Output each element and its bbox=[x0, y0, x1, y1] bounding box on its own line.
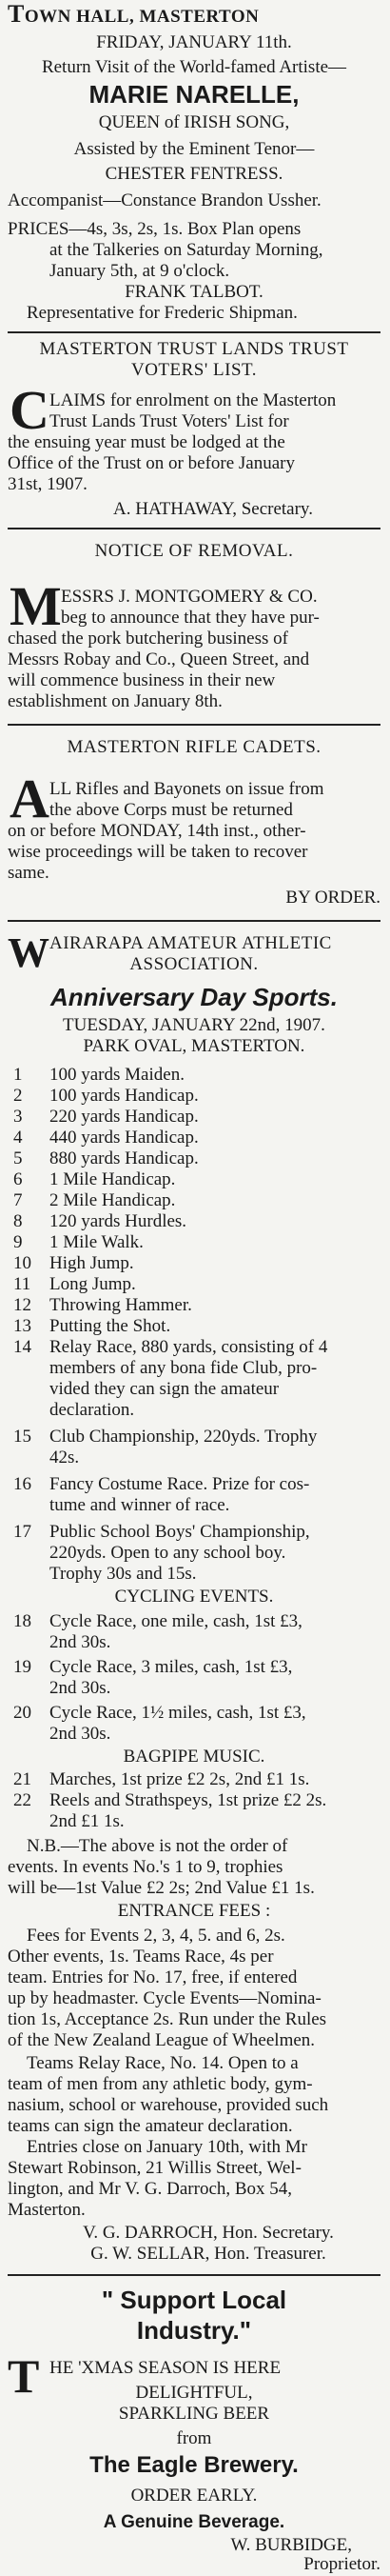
nb-line: will be—1st Value £2 2s; 2nd Value £1 1s. bbox=[8, 1878, 315, 1898]
delightful: DELIGHTFUL, bbox=[135, 2383, 253, 2403]
removal-line: Messrs Robay and Co., Queen Street, and bbox=[8, 649, 310, 669]
divider bbox=[8, 920, 380, 922]
divider bbox=[8, 2274, 380, 2276]
trust-signature: A. HATHAWAY, Secretary. bbox=[113, 499, 313, 519]
event-item: 5 880 yards Handicap. bbox=[13, 1148, 199, 1168]
rifle-order: BY ORDER. bbox=[285, 888, 380, 908]
rifle-line: wise proceedings will be taken to recover bbox=[8, 842, 308, 862]
event-school: 17 Public School Boys' Championship, bbox=[13, 1522, 310, 1542]
xmas-season: HE 'XMAS SEASON IS HERE bbox=[49, 2358, 282, 2378]
event-reels: 2nd £1 1s. bbox=[49, 1811, 125, 1831]
event-relay: members of any bona fide Club, pro- bbox=[49, 1358, 318, 1378]
event-relay: 14 Relay Race, 880 yards, consisting of 4 bbox=[13, 1337, 328, 1357]
fees-line: Other events, 1s. Teams Race, 4s per bbox=[8, 1947, 274, 1967]
order-early: ORDER EARLY. bbox=[130, 2486, 258, 2506]
trust-subtitle: VOTERS' LIST. bbox=[130, 360, 257, 380]
event-marches: 21 Marches, 1st prize £2 2s, 2nd £1 1s. bbox=[13, 1769, 310, 1789]
event-item: 3 220 yards Handicap. bbox=[13, 1107, 199, 1127]
event-item: 11 Long Jump. bbox=[13, 1274, 136, 1294]
sports-date: TUESDAY, JANUARY 22nd, 1907. bbox=[63, 1015, 325, 1035]
rifle-title: MASTERTON RIFLE CADETS. bbox=[67, 737, 322, 757]
removal-line: establishment on January 8th. bbox=[8, 691, 223, 711]
rifle-line: on or before MONDAY, 14th inst., other- bbox=[8, 821, 306, 841]
hon-treasurer: G. W. SELLAR, Hon. Treasurer. bbox=[90, 2244, 326, 2264]
manager-name: FRANK TALBOT. bbox=[125, 282, 263, 302]
divider bbox=[8, 331, 380, 333]
event-item: 8 120 yards Hurdles. bbox=[13, 1211, 187, 1231]
event-club: 42s. bbox=[49, 1448, 80, 1468]
cycling-heading: CYCLING EVENTS. bbox=[114, 1587, 274, 1607]
entrance-heading: ENTRANCE FEES : bbox=[117, 1901, 271, 1921]
fees-line: Fees for Events 2, 3, 4, 5. and 6, 2s. bbox=[27, 1926, 285, 1946]
support-line: " Support Local bbox=[101, 2286, 287, 2314]
event-club: 15 Club Championship, 220yds. Trophy bbox=[13, 1427, 318, 1447]
divider bbox=[8, 724, 380, 726]
event-cycle: 20 Cycle Race, 1½ miles, cash, 1st £3, bbox=[13, 1703, 306, 1723]
event-item: 10 High Jump. bbox=[13, 1253, 134, 1273]
drop-cap: M bbox=[10, 575, 62, 637]
athletic-title: AIRARAPA AMATEUR ATHLETIC bbox=[49, 933, 332, 953]
trust-line: Office of the Trust on or before January bbox=[8, 453, 295, 473]
removal-line: will commence business in their new bbox=[8, 670, 276, 690]
fees-line: Entries close on January 10th, with Mr bbox=[27, 2137, 307, 2157]
event-cycle: 2nd 30s. bbox=[49, 1632, 111, 1652]
fees-line: lington, and Mr V. G. Darroch, Box 54, bbox=[8, 2179, 293, 2199]
return-visit: Return Visit of the World-famed Artiste— bbox=[41, 57, 347, 77]
event-relay: declaration. bbox=[49, 1400, 135, 1420]
genuine-beverage: A Genuine Beverage. bbox=[103, 2512, 285, 2532]
removal-line: ESSRS J. MONTGOMERY & CO. bbox=[61, 587, 318, 607]
event-cycle: 2nd 30s. bbox=[49, 1678, 111, 1698]
removal-title: NOTICE OF REMOVAL. bbox=[94, 541, 294, 561]
event-cycle: 18 Cycle Race, one mile, cash, 1st £3, bbox=[13, 1611, 302, 1631]
nb-line: events. In events No.'s 1 to 9, trophies bbox=[8, 1857, 283, 1877]
rifle-line: same. bbox=[8, 863, 49, 883]
event-cycle: 2nd 30s. bbox=[49, 1724, 111, 1744]
prices-line: January 5th, at 9 o'clock. bbox=[49, 261, 230, 281]
event-item: 1 100 yards Maiden. bbox=[13, 1065, 185, 1085]
event-item: 9 1 Mile Walk. bbox=[13, 1232, 144, 1252]
drop-cap: T bbox=[8, 2349, 40, 2403]
event-reels: 22 Reels and Strathspeys, 1st prize £2 2s. bbox=[13, 1790, 327, 1810]
fees-line: Masterton. bbox=[8, 2200, 86, 2220]
assisted-by: Assisted by the Eminent Tenor— bbox=[73, 139, 315, 159]
townhall-title: TOWN HALL, MASTERTON bbox=[8, 4, 260, 28]
brewery-name: The Eagle Brewery. bbox=[89, 2452, 299, 2478]
trust-line: the ensuing year must be lodged at the bbox=[8, 432, 285, 452]
event-item: 12 Throwing Hammer. bbox=[13, 1295, 192, 1315]
sports-venue: PARK OVAL, MASTERTON. bbox=[83, 1036, 305, 1056]
tenor-name: CHESTER FENTRESS. bbox=[105, 164, 283, 184]
event-fancy: 16 Fancy Costume Race. Prize for cos- bbox=[13, 1474, 310, 1494]
trust-line: 31st, 1907. bbox=[8, 474, 88, 494]
event-item: 2 100 yards Handicap. bbox=[13, 1086, 199, 1106]
prices-line: at the Talkeries on Saturday Morning, bbox=[49, 240, 323, 260]
fees-line: tion 1s, Acceptance 2s. Run under the Rules bbox=[8, 2009, 327, 2029]
fees-line: Teams Relay Race, No. 14. Open to a bbox=[27, 2053, 299, 2073]
bagpipe-heading: BAGPIPE MUSIC. bbox=[123, 1747, 265, 1767]
sports-headline: Anniversary Day Sports. bbox=[49, 983, 338, 1011]
fees-line: team. Entries for No. 17, free, if entered bbox=[8, 1967, 298, 1987]
event-item: 7 2 Mile Handicap. bbox=[13, 1190, 176, 1210]
support-line: Industry." bbox=[136, 2316, 252, 2345]
nb-line: N.B.—The above is not the order of bbox=[27, 1836, 288, 1856]
removal-line: chased the pork butchering business of bbox=[8, 629, 288, 649]
hon-secretary: V. G. DARROCH, Hon. Secretary. bbox=[83, 2223, 334, 2243]
fees-line: teams can sign the amateur declaration. bbox=[8, 2116, 293, 2136]
sparkling-beer: SPARKLING BEER bbox=[118, 2404, 270, 2424]
event-item: 6 1 Mile Handicap. bbox=[13, 1169, 176, 1189]
athletic-subtitle: ASSOCIATION. bbox=[129, 954, 259, 974]
drop-cap: C bbox=[10, 379, 49, 441]
drop-cap: W bbox=[8, 929, 49, 976]
artiste-name: MARIE NARELLE, bbox=[88, 80, 300, 109]
prices-line: PRICES—4s, 3s, 2s, 1s. Box Plan opens bbox=[8, 219, 302, 239]
event-fancy: tume and winner of race. bbox=[49, 1495, 230, 1515]
fees-line: of the New Zealand League of Wheelmen. bbox=[8, 2030, 316, 2050]
townhall-date: FRIDAY, JANUARY 11th. bbox=[96, 32, 292, 52]
event-school: Trophy 30s and 15s. bbox=[49, 1564, 197, 1584]
rifle-line: LL Rifles and Bayonets on issue from bbox=[49, 779, 324, 799]
drop-cap: A bbox=[10, 768, 49, 829]
divider bbox=[8, 528, 380, 529]
fees-line: team of men from any athletic body, gym- bbox=[8, 2074, 313, 2094]
proprietor: Proprietor. bbox=[303, 2554, 380, 2574]
representative: Representative for Frederic Shipman. bbox=[27, 303, 298, 323]
event-relay: vided they can sign the amateur bbox=[49, 1379, 280, 1399]
event-cycle: 19 Cycle Race, 3 miles, cash, 1st £3, bbox=[13, 1657, 293, 1677]
event-school: 220yds. Open to any school boy. bbox=[49, 1543, 286, 1563]
trust-line: Trust Lands Trust Voters' List for bbox=[49, 411, 289, 431]
fees-line: Stewart Robinson, 21 Willis Street, Wel- bbox=[8, 2158, 302, 2178]
trust-title: MASTERTON TRUST LANDS TRUST bbox=[39, 339, 349, 359]
fees-line: up by headmaster. Cycle Events—Nomina- bbox=[8, 1988, 322, 2008]
event-item: 13 Putting the Shot. bbox=[13, 1316, 171, 1336]
removal-line: beg to announce that they have pur- bbox=[61, 608, 320, 628]
from-word: from bbox=[176, 2428, 212, 2448]
fees-line: nasium, school or warehouse, provided such bbox=[8, 2095, 329, 2115]
event-item: 4 440 yards Handicap. bbox=[13, 1128, 199, 1148]
accompanist: Accompanist—Constance Brandon Ussher. bbox=[8, 190, 322, 210]
trust-line: LAIMS for enrolment on the Masterton bbox=[49, 390, 337, 410]
queen-of-song: QUEEN of IRISH SONG, bbox=[98, 112, 290, 132]
rifle-line: the above Corps must be returned bbox=[49, 800, 293, 820]
owner-name: W. BURBIDGE, bbox=[230, 2535, 352, 2555]
